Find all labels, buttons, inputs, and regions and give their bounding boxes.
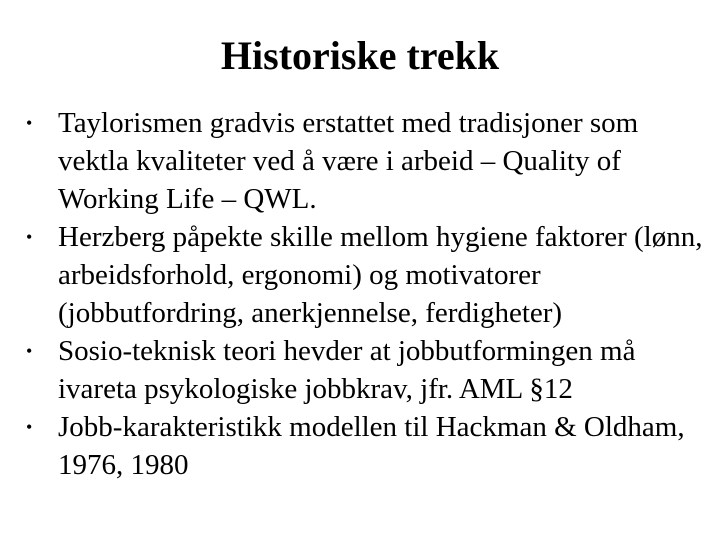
- bullet-item: [26, 408, 706, 484]
- bullet-icon: •: [26, 227, 33, 247]
- bullet-item: [26, 104, 706, 218]
- bullet-icon: •: [26, 417, 33, 437]
- bullet-text: Jobb-karakteristikk modellen til Hackman & Oldham, 1976, 1980: [58, 411, 685, 481]
- slide-title: Historiske trekk: [220, 33, 500, 78]
- bullet-text: Sosio-teknisk teori hevder at jobbutformingen må ivareta psykologiske jobbkrav, jfr. AML §12: [58, 335, 636, 405]
- bullet-item: [26, 218, 706, 332]
- bullet-icon: •: [26, 113, 33, 133]
- bullet-item: [26, 332, 706, 408]
- bullet-text: Taylorismen gradvis erstattet med tradisjoner som vektla kvaliteter ved å være i arbeid – Quality of Working Life – QWL.: [58, 107, 639, 215]
- bullet-list: [26, 104, 706, 484]
- bullet-icon: •: [26, 341, 33, 361]
- bullet-text: Herzberg påpekte skille mellom hygiene faktorer (lønn, arbeidsforhold, ergonomi) og motivatorer (jobbutfordring, anerkjennelse, ferdigheter): [58, 221, 703, 329]
